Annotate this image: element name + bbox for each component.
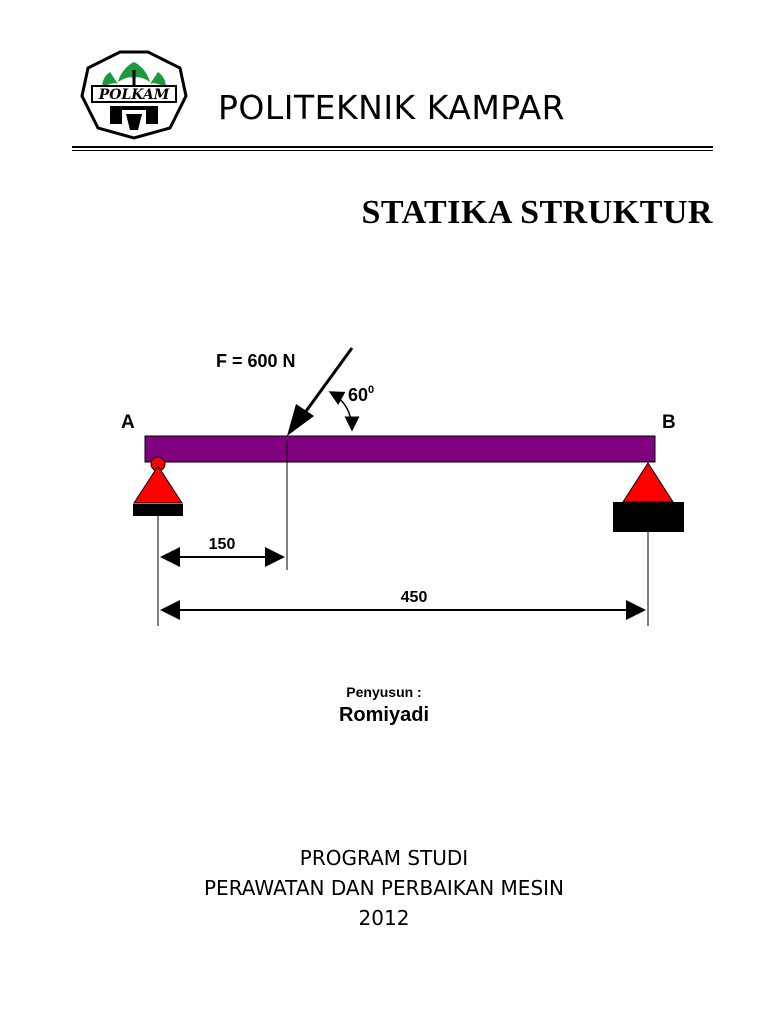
department-line: PERAWATAN DAN PERBAIKAN MESIN	[204, 876, 564, 900]
document-title: STATIKA STRUKTUR	[361, 194, 713, 231]
author-label: Penyusun :	[346, 684, 422, 700]
dimension-450	[162, 589, 644, 610]
support-a-label: A	[121, 412, 135, 433]
angle-value: 60	[348, 385, 369, 405]
force-label: F = 600 N	[216, 351, 296, 371]
beam	[145, 436, 655, 462]
angle-label	[348, 384, 374, 405]
header-rule	[72, 146, 713, 148]
support-b-label: B	[662, 412, 676, 433]
dimension-450-label: 450	[400, 589, 428, 606]
year-line: 2012	[358, 906, 410, 930]
support-a	[133, 457, 183, 516]
angle-superscript: 0	[368, 384, 375, 396]
institution-name: POLITEKNIK KAMPAR	[218, 88, 566, 127]
svg-text:POLKAM: POLKAM	[98, 87, 170, 103]
beam-diagram	[0, 330, 768, 640]
program-line: PROGRAM STUDI	[299, 846, 469, 870]
force-arrow	[287, 348, 352, 436]
header-rule-thin	[72, 150, 713, 151]
polkam-logo	[80, 48, 188, 140]
dimension-150-label: 150	[208, 536, 236, 553]
support-b	[613, 463, 684, 532]
author-name: Romiyadi	[338, 704, 430, 726]
dimension-150	[162, 536, 283, 557]
